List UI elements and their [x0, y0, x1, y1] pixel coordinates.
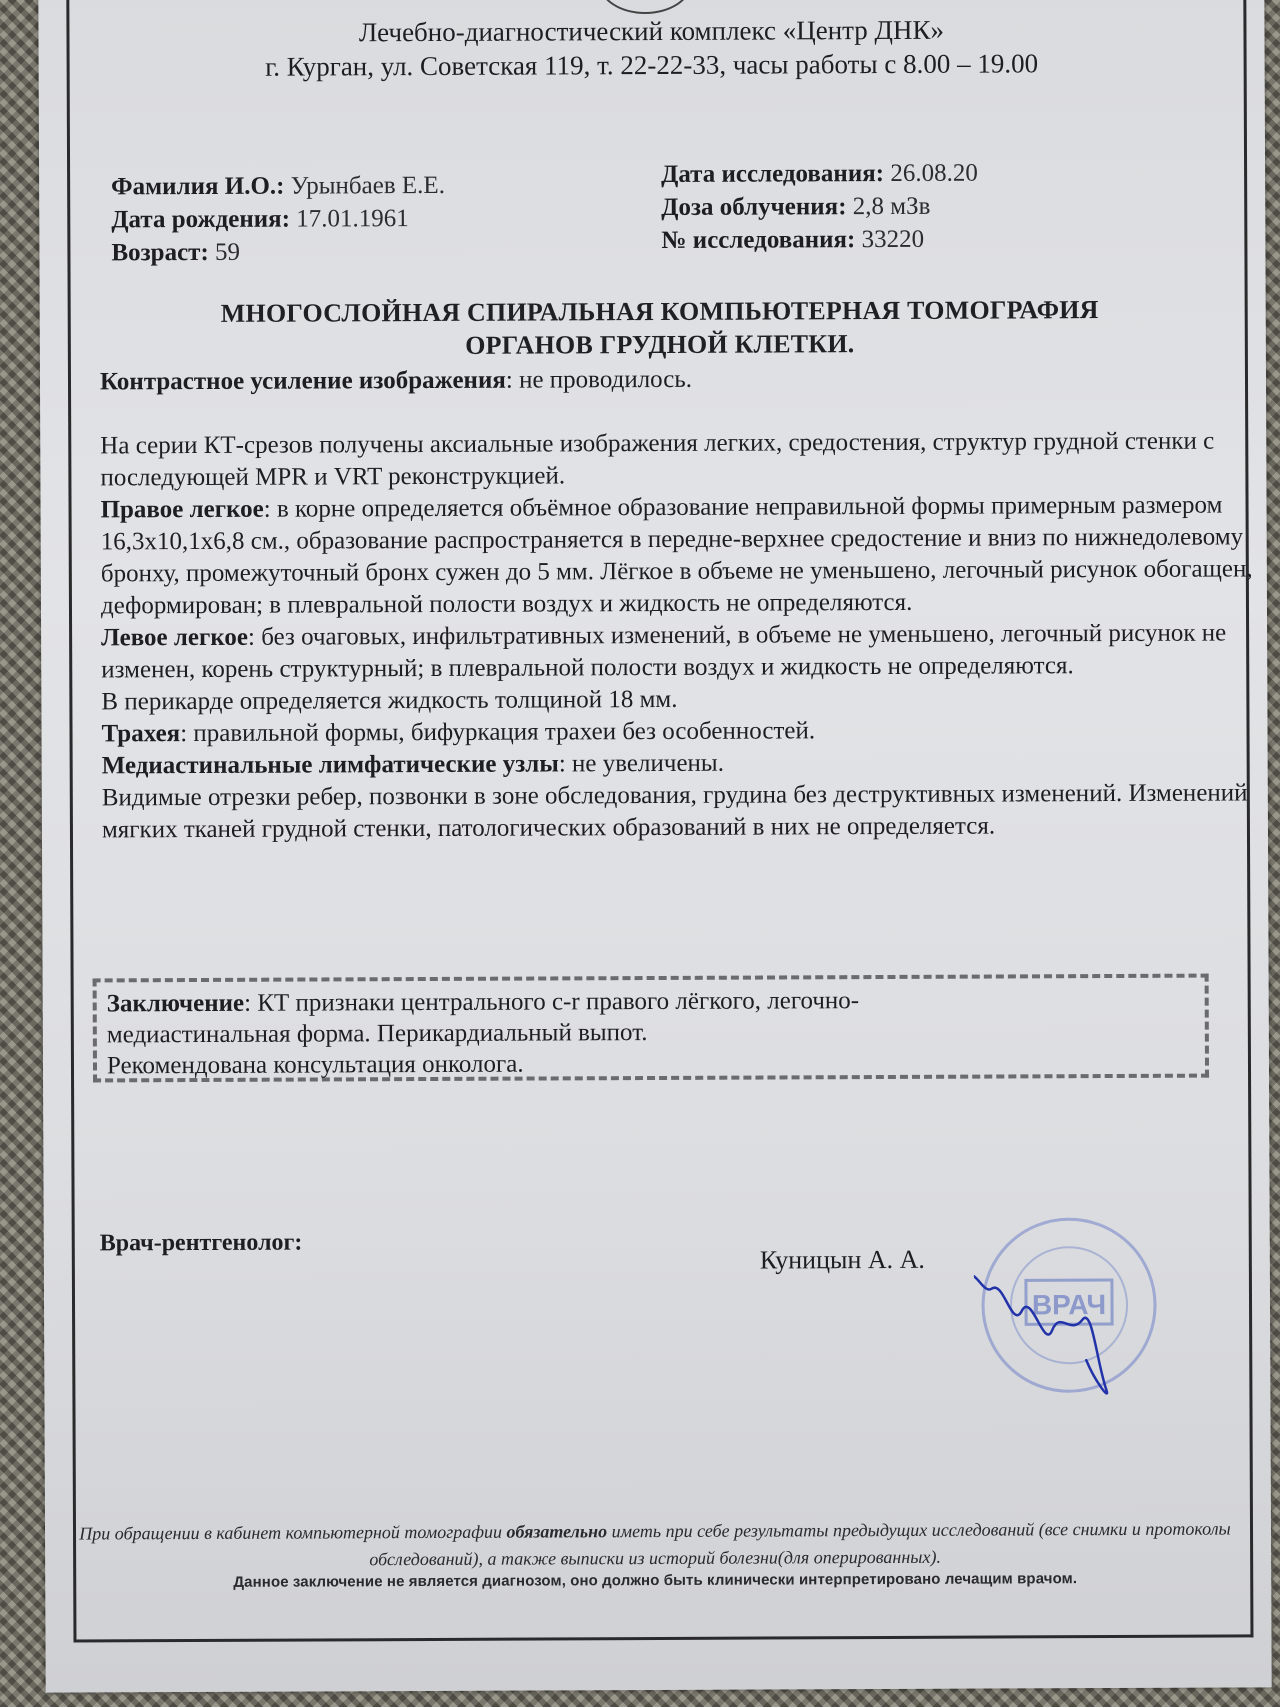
age-row [111, 235, 445, 269]
conclusion-line1-row [107, 984, 1195, 1020]
report-title [110, 293, 1210, 364]
conclusion-box [93, 974, 1209, 1083]
conclusion-line3: Рекомендована консультация онколога. [106, 1050, 524, 1080]
study-info [661, 157, 978, 257]
right-lung-label: Правое легкое [100, 495, 264, 524]
footer-disclaimer: Данное заключение не является диагнозом, оно должно быть клинически интерпретировано лечащим врачом. [233, 1570, 1078, 1591]
study-number-label: № исследования: [661, 226, 856, 254]
clinic-name: Лечебно-диагностический комплекс «Центр ДНК» [358, 14, 944, 48]
document-page [38, 0, 1271, 1693]
study-date-row [661, 157, 978, 191]
study-number-value: 33220 [855, 225, 925, 254]
lymph-nodes-paragraph [102, 745, 1262, 782]
contrast-label: Контрастное усиление изображения [99, 366, 506, 396]
report-title-line1: МНОГОСЛОЙНАЯ СПИРАЛЬНАЯ КОМПЬЮТЕРНАЯ ТОМОГРАФИЯ [220, 295, 1099, 328]
trachea-text: : правильной формы, бифуркация трахеи без особенностей. [180, 717, 816, 748]
dose-label: Доза облучения: [661, 193, 847, 221]
footer-note-bold: обязательно [506, 1521, 608, 1542]
dose-value: 2,8 мЗв [846, 192, 931, 221]
left-lung-paragraph [101, 617, 1261, 686]
findings-section [100, 425, 1262, 846]
pericardium-paragraph: В перикарде определяется жидкость толщиной 18 мм. [101, 685, 678, 716]
lymph-nodes-label: Медиастинальные лимфатические узлы [101, 750, 559, 780]
right-lung-text: : в корне определяется объёмное образование неправильной формы примерным размером 16,3x10,1x6,8 см., образование распространяется в передне-верхнее средостение и вниз по нижнедолевому бронху, промежуточный бронх сужен до 5 мм. Лёгкое в объеме не уменьшено, легочный рисунок обогащен, деформирован; в плевральной полости воздух и жидкость не определяются. [100, 491, 1253, 620]
age-value: 59 [208, 238, 241, 266]
study-date-label: Дата исследования: [661, 159, 885, 188]
footer-note [65, 1515, 1245, 1574]
footer-note-end: иметь при себе результаты предыдущих исследований (все снимки и протоколы обследований), а также выписки из историй болезни(для оперированных). [369, 1518, 1231, 1570]
birth-date-value: 17.01.1961 [289, 205, 409, 233]
conclusion-line1: : КТ признаки центрального с-r правого лёгкого, легочно- [244, 987, 860, 1017]
patient-name-row [111, 169, 445, 203]
left-lung-text: : без очаговых, инфильтративных изменений, в объеме не уменьшено, легочный рисунок не изменен, корень структурный; в плевральной полости воздух и жидкость не определяются. [101, 619, 1227, 684]
trachea-label: Трахея [101, 720, 181, 748]
patient-name-value: Урынбаев Е.Е. [284, 171, 445, 200]
doctor-stamp [974, 1210, 1165, 1401]
radiologist-label: Врач-рентгенолог: [99, 1229, 303, 1257]
footer-note-start: При обращении в кабинет компьютерной томографии [79, 1521, 507, 1544]
patient-info [111, 169, 445, 269]
clinic-address: г. Курган, ул. Советская 119, т. 22-22-33, часы работы с 8.00 – 19.00 [265, 48, 1039, 82]
patient-name-label: Фамилия И.О.: [111, 172, 285, 201]
study-date-value: 26.08.20 [884, 159, 978, 187]
contrast-row [100, 361, 1260, 398]
right-lung-paragraph [100, 489, 1261, 622]
conclusion-line2: медиастинальная форма. Перикардиальный выпот. [106, 1019, 648, 1049]
findings-intro: На серии КТ-срезов получены аксиальные изображения легких, средостения, структур грудной стенки с последующей MPR и VRT реконструкцией. [100, 427, 1215, 492]
report-title-line2: ОРГАНОВ ГРУДНОЙ КЛЕТКИ. [465, 329, 855, 360]
birth-date-label: Дата рождения: [111, 205, 291, 234]
birth-date-row [111, 202, 445, 236]
bones-paragraph: Видимые отрезки ребер, позвонки в зоне обследования, грудина без деструктивных изменений. Изменений мягких тканей грудной стенки, патологических образований в них не определяется. [101, 779, 1248, 844]
lymph-nodes-text: : не увеличены. [558, 749, 725, 778]
radiologist-name: Куницын А. А. [759, 1244, 925, 1275]
trachea-paragraph [101, 713, 1261, 750]
conclusion-label: Заключение [106, 989, 245, 1018]
left-lung-label: Левое легкое [101, 623, 249, 652]
age-label: Возраст: [111, 238, 209, 267]
dose-row [661, 190, 978, 224]
stamp-text: ВРАЧ [1031, 1289, 1107, 1321]
study-number-row [661, 223, 978, 257]
contrast-value: : не проводилось. [505, 365, 693, 394]
